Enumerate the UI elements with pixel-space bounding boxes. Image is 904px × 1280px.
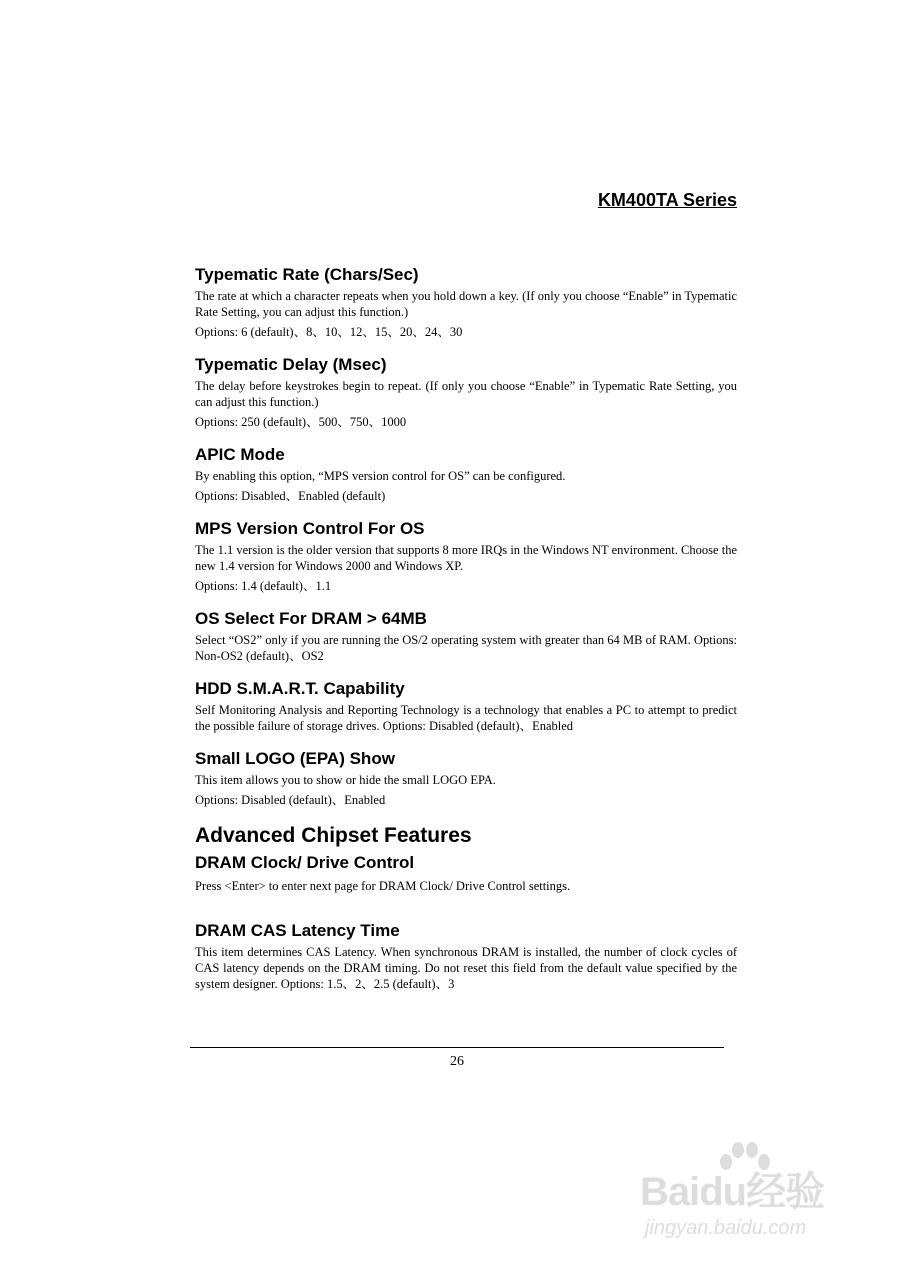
section-typematic-rate	[195, 264, 737, 340]
section-title: HDD S.M.A.R.T. Capability	[195, 679, 405, 698]
section-body: Select “OS2” only if you are running the OS/2 operating system with greater than 64 MB of RAM. Options: Non-OS2 (default)、OS2	[195, 633, 737, 663]
section-title: DRAM Clock/ Drive Control	[195, 853, 415, 872]
baidu-watermark	[640, 1140, 860, 1255]
watermark-logo: Baidu经验	[640, 1170, 825, 1214]
section-body: By enabling this option, “MPS version control for OS” can be configured.	[195, 469, 566, 483]
section-apic-mode	[195, 444, 737, 504]
section-small-logo	[195, 748, 737, 808]
section-body: Self Monitoring Analysis and Reporting Technology is a technology that enables a PC to attempt to predict the possible failure of storage drives. Options: Disabled (default)、Enabled	[195, 703, 737, 733]
section-options: Options: Disabled (default)、Enabled	[195, 793, 386, 807]
section-options: Options: 1.4 (default)、1.1	[195, 579, 332, 593]
section-body: The rate at which a character repeats when you hold down a key. (If only you choose “Enable” in Typematic Rate Setting, you can adjust this function.)	[195, 289, 737, 319]
watermark-url: jingyan.baidu.com	[645, 1217, 807, 1239]
section-body: The delay before keystrokes begin to repeat. (If only you choose “Enable” in Typematic Rate Setting, you can adjust this function.)	[195, 379, 737, 409]
series-title: KM400TA Series	[597, 190, 737, 210]
section-title: APIC Mode	[195, 445, 285, 464]
section-typematic-delay	[195, 354, 737, 430]
section-title: Typematic Delay (Msec)	[195, 355, 387, 374]
section-body: This item determines CAS Latency. When synchronous DRAM is installed, the number of clock cycles of CAS latency depends on the DRAM timing. Do not reset this field from the default value specified by the system designer. Options: 1.5、2、2.5 (default)、3	[195, 945, 737, 991]
section-dram-cas	[195, 920, 737, 992]
chipset-heading: Advanced Chipset Features	[195, 824, 472, 847]
page-number: 26	[450, 1054, 464, 1069]
section-title: DRAM CAS Latency Time	[195, 921, 400, 940]
section-body: Press <Enter> to enter next page for DRAM Clock/ Drive Control settings.	[195, 879, 571, 893]
section-body: This item allows you to show or hide the small LOGO EPA.	[195, 773, 496, 787]
section-options: Options: 250 (default)、500、750、1000	[195, 415, 407, 429]
section-mps-version	[195, 518, 737, 594]
section-title: Typematic Rate (Chars/Sec)	[195, 265, 419, 284]
footer-divider	[190, 1047, 724, 1048]
section-dram-clock	[195, 852, 737, 894]
section-title: OS Select For DRAM > 64MB	[195, 609, 427, 628]
section-body: The 1.1 version is the older version that supports 8 more IRQs in the Windows NT environment. Choose the new 1.4 version for Windows 2000 and Windows XP.	[195, 543, 737, 573]
manual-content	[195, 264, 737, 1006]
section-options: Options: 6 (default)、8、10、12、15、20、24、30	[195, 325, 463, 339]
section-hdd-smart	[195, 678, 737, 734]
section-title: Small LOGO (EPA) Show	[195, 749, 395, 768]
section-os-select	[195, 608, 737, 664]
section-options: Options: Disabled、Enabled (default)	[195, 489, 386, 503]
paw-icon	[712, 1140, 772, 1182]
section-title: MPS Version Control For OS	[195, 519, 425, 538]
